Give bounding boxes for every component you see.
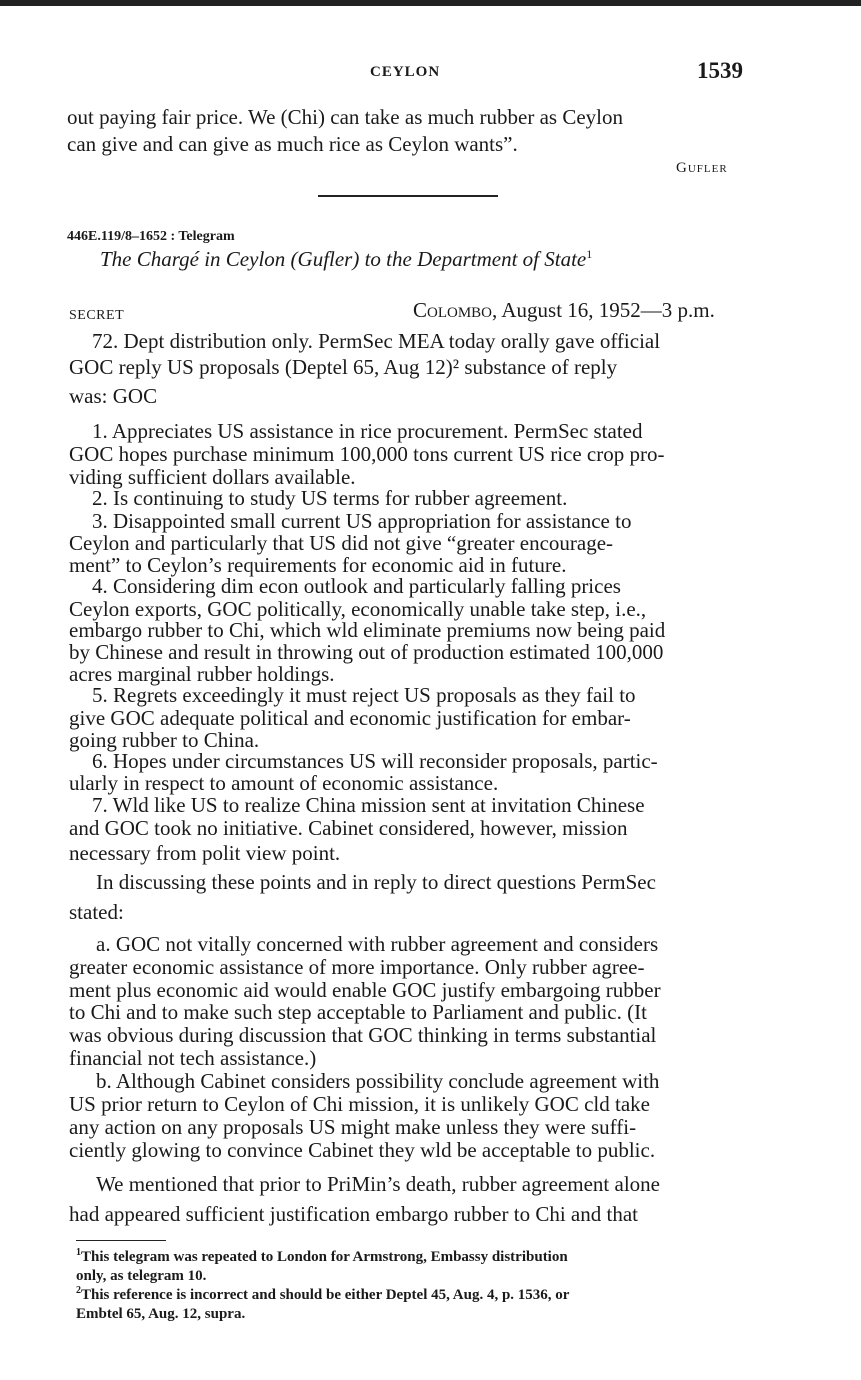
body-line: acres marginal rubber holdings. (69, 662, 335, 686)
section-divider (318, 195, 498, 197)
dateline-date: , August 16, 1952—3 p.m. (492, 298, 715, 322)
document-title-text: The Chargé in Ceylon (Gufler) to the Department of State (100, 247, 587, 271)
body-line: embargo rubber to Chi, which wld eliminate premiums now being paid (69, 618, 666, 642)
signature: Gufler (676, 160, 728, 176)
body-line: In discussing these points and in reply to direct questions PermSec (96, 870, 656, 894)
body-line: GOC reply US proposals (Deptel 65, Aug 12)² substance of reply (69, 355, 618, 379)
body-line: viding sufficient dollars available. (69, 465, 356, 489)
body-line: give GOC adequate political and economic justification for embar- (69, 706, 631, 730)
document-title (100, 247, 592, 272)
body-line: 1. Appreciates US assistance in rice procurement. PermSec stated (92, 419, 643, 443)
body-line: to Chi and to make such step acceptable to Parliament and public. (It (69, 1000, 647, 1024)
page-number: 1539 (697, 58, 743, 83)
body-line: financial not tech assistance.) (69, 1046, 317, 1070)
footnote-1-line-2: only, as telegram 10. (76, 1268, 207, 1284)
body-line: necessary from polit view point. (69, 841, 341, 865)
intro-line-2: can give and can give as much rice as Ceylon wants”. (67, 132, 518, 156)
file-code: 446E.119/8–1652 : Telegram (67, 229, 235, 244)
body-line: US prior return to Ceylon of Chi mission, it is unlikely GOC cld take (69, 1092, 650, 1116)
footnote-2-line-2: Embtel 65, Aug. 12, supra. (76, 1306, 246, 1322)
body-line: 3. Disappointed small current US appropriation for assistance to (92, 509, 632, 533)
body-line: GOC hopes purchase minimum 100,000 tons current US rice crop pro- (69, 442, 665, 466)
body-line: 6. Hopes under circumstances US will reconsider proposals, partic- (92, 749, 658, 773)
body-line: ment” to Ceylon’s requirements for economic aid in future. (69, 553, 567, 577)
footnote-1-line-1: $^1$This telegram was repeated to London for Armstrong, Embassy distribution (76, 1247, 568, 1265)
classification-label: SECRET (69, 308, 125, 323)
running-head: CEYLON (370, 64, 441, 80)
body-line: 7. Wld like US to realize China mission sent at invitation Chinese (92, 793, 645, 817)
body-line: 5. Regrets exceedingly it must reject US proposals as they fail to (92, 683, 636, 707)
body-line: We mentioned that prior to PriMin’s death, rubber agreement alone (96, 1172, 660, 1196)
intro-line-1: out paying fair price. We (Chi) can take as much rubber as Ceylon (67, 105, 623, 129)
footnote-1-marker: 1 (76, 1247, 81, 1258)
body-line: 72. Dept distribution only. PermSec MEA today orally gave official (92, 329, 661, 353)
body-line: Ceylon and particularly that US did not give “greater encourage- (69, 531, 614, 555)
footnote-2-marker: 2 (76, 1285, 81, 1296)
body-line: a. GOC not vitally concerned with rubber agreement and considers (96, 932, 659, 956)
body-line: and GOC took no initiative. Cabinet considered, however, mission (69, 816, 628, 840)
title-footnote-ref: 1 (586, 247, 593, 261)
body-line: greater economic assistance of more importance. Only rubber agree- (69, 955, 645, 979)
body-line: was: GOC (69, 384, 158, 408)
body-line: Ceylon exports, GOC politically, economically unable take step, i.e., (69, 597, 647, 621)
body-line: ment plus economic aid would enable GOC justify embargoing rubber (69, 978, 661, 1002)
footnote-2-line-1: $^2$This reference is incorrect and should be either Deptel 45, Aug. 4, p. 1536, or (76, 1285, 570, 1303)
dateline (413, 298, 715, 323)
body-line: 2. Is continuing to study US terms for rubber agreement. (92, 486, 568, 510)
body-line: 4. Considering dim econ outlook and particularly falling prices (92, 574, 621, 598)
body-line: was obvious during discussion that GOC thinking in terms substantial (69, 1023, 657, 1047)
footnote-divider (76, 1240, 166, 1241)
body-line: going rubber to China. (69, 728, 260, 752)
body-line: b. Although Cabinet considers possibility conclude agreement with (96, 1069, 660, 1093)
body-line: ularly in respect to amount of economic assistance. (69, 771, 499, 795)
dateline-place: Colombo (413, 298, 493, 322)
body-line: by Chinese and result in throwing out of production estimated 100,000 (69, 640, 664, 664)
body-line: had appeared sufficient justification embargo rubber to Chi and that (69, 1202, 638, 1226)
body-line: stated: (69, 900, 124, 924)
body-line: ciently glowing to convince Cabinet they wld be acceptable to public. (69, 1138, 656, 1162)
body-line: any action on any proposals US might make unless they were suffi- (69, 1115, 637, 1139)
